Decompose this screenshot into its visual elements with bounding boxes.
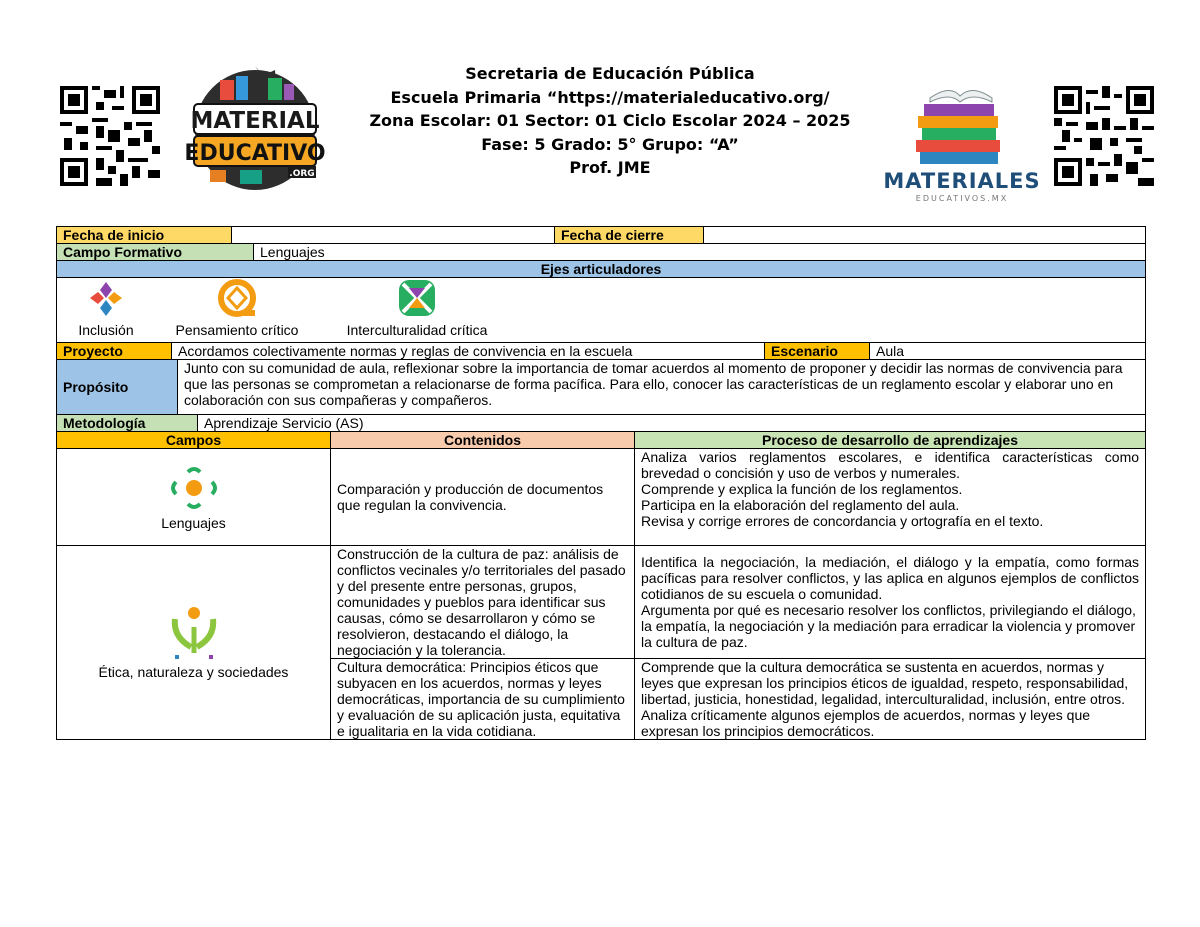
col-campos: Campos [57, 432, 331, 449]
planning-table [56, 226, 1146, 740]
logo-text-educativo: EDUCATIVO [184, 141, 326, 166]
proceso-etica-1 [635, 546, 1146, 659]
header-line-grade: Fase: 5 Grado: 5° Grupo: “A” [481, 134, 739, 154]
eje-interculturalidad-label: Interculturalidad crítica [346, 322, 488, 338]
interculturalidad-icon [395, 278, 439, 322]
proceso-etica-1a: Identifica la negociación, la mediación, el diálogo y la empatía, como formas pacíficas para resolver conflictos, y las aplica en algunos ejemplos de conflictos cotidianos de su escuela o comunidad. [641, 554, 1140, 602]
campo-formativo-row [57, 244, 1146, 261]
header-line-sep: Secretaria de Educación Pública [465, 64, 755, 83]
proposito-value: Junto con su comunidad de aula, reflexionar sobre la importancia de tomar acuerdos al momento de proponer y decidir las normas de convivencia para que las personas se comprometan a relacionarse de forma pacífica. Para ello, conocer las características de un reglamento escolar y elaborar uno en colaboración con sus compañeras y compañeros. [184, 360, 1123, 408]
fecha-inicio-value[interactable] [232, 227, 555, 243]
fecha-cierre-label: Fecha de cierre [555, 227, 704, 243]
eje-pensamiento-critico-label: Pensamiento crítico [175, 322, 299, 338]
col-proceso: Proceso de desarrollo de aprendizajes [635, 432, 1146, 449]
logo-text-materiales: MATERIALES [883, 169, 1041, 193]
proceso-lenguajes [635, 449, 1146, 546]
campo-formativo-value: Lenguajes [260, 244, 325, 260]
proyecto-value: Acordamos colectivamente normas y reglas de convivencia en la escuela [172, 343, 765, 359]
columns-header-row [57, 432, 1146, 449]
proceso-lenguajes-4: Revisa y corrige errores de concordancia y ortografía en el texto. [641, 513, 1044, 529]
metodologia-row [57, 415, 1146, 432]
proposito-row [57, 360, 1146, 415]
dates-row [57, 227, 1146, 244]
campo-etica [57, 546, 331, 740]
header-line-teacher: Prof. JME [569, 158, 651, 177]
campo-lenguajes-label: Lenguajes [161, 514, 226, 531]
ejes-title: Ejes articuladores [57, 261, 1146, 278]
proyecto-label: Proyecto [57, 343, 172, 359]
header-line-school: Escuela Primaria “https://materialeducativo.org/ [390, 87, 830, 107]
proceso-lenguajes-3: Participa en la elaboración del reglamento del aula. [641, 497, 960, 513]
table-row-etica-1 [57, 546, 1146, 659]
etica-icon [169, 605, 219, 661]
ejes-articuladores [57, 278, 1145, 342]
escenario-label: Escenario [765, 343, 870, 359]
lenguajes-icon [168, 464, 220, 512]
materiales-educativos-logo [880, 80, 1045, 205]
proposito-label: Propósito [57, 360, 178, 414]
eje-inclusion [61, 278, 151, 338]
eje-interculturalidad [327, 278, 507, 338]
metodologia-value: Aprendizaje Servicio (AS) [204, 415, 364, 431]
pensamiento-critico-icon [215, 278, 259, 322]
campo-etica-label: Ética, naturaleza y sociedades [98, 664, 289, 680]
material-educativo-logo [180, 58, 330, 198]
fecha-cierre-value[interactable] [704, 227, 1146, 243]
campo-lenguajes [57, 449, 331, 546]
proyecto-row [57, 343, 1146, 360]
inclusion-icon [86, 278, 126, 322]
proceso-etica-2: Comprende que la cultura democrática se sustenta en acuerdos, normas y leyes que expresan los principios éticos de igualdad, respeto, responsabilidad, libertad, justicia, honestidad, legalidad, interculturalidad, inclusión, entre otros. Analiza críticamente algunos ejemplos de acuerdos, normas y leyes que expresan los principios democráticos. [635, 659, 1146, 740]
document-header [340, 62, 880, 180]
contenido-etica-1: Construcción de la cultura de paz: análisis de conflictos vecinales y/o territoriales del pasado y del presente entre personas, grupos, comunidades y pueblos para identificar sus causas, cómo se desarrollaron y cómo se resolvieron, destacando el diálogo, la negociación y la tolerancia. [331, 546, 635, 659]
proceso-lenguajes-1: Analiza varios reglamentos escolares, e identifica características como brevedad o concisión y uso de verbos y numerales. [641, 449, 1140, 481]
contenido-lenguajes: Comparación y producción de documentos que regulan la convivencia. [331, 449, 635, 546]
proceso-etica-1b: Argumenta por qué es necesario resolver los conflictos, privilegiando el diálogo, la empatía, la negociación y la mediación para erradicar la violencia y promover la cultura de paz. [641, 602, 1136, 650]
logo-text-org: .ORG [289, 169, 315, 179]
escenario-value: Aula [876, 343, 905, 359]
campo-formativo-label: Campo Formativo [57, 244, 254, 260]
logo-text-educativos-mx: EDUCATIVOS.MX [915, 194, 1009, 203]
col-contenidos: Contenidos [331, 432, 635, 449]
eje-inclusion-label: Inclusión [78, 322, 134, 338]
header-line-zone: Zona Escolar: 01 Sector: 01 Ciclo Escolar 2024 – 2025 [369, 111, 851, 130]
table-row-lenguajes [57, 449, 1146, 546]
contenido-etica-2: Cultura democrática: Principios éticos que subyacen en los acuerdos, normas y leyes democráticas, importancia de su cumplimiento y evaluación de su aplicación justa, equitativa e igualitaria en la vida cotidiana. [331, 659, 635, 740]
logo-text-material: MATERIAL [190, 108, 320, 134]
eje-pensamiento-critico [157, 278, 317, 338]
qr-code-left [60, 86, 160, 186]
proceso-lenguajes-2: Comprende y explica la función de los reglamentos. [641, 481, 963, 497]
fecha-inicio-label: Fecha de inicio [57, 227, 232, 243]
qr-code-right [1054, 86, 1154, 186]
metodologia-label: Metodología [57, 415, 198, 431]
